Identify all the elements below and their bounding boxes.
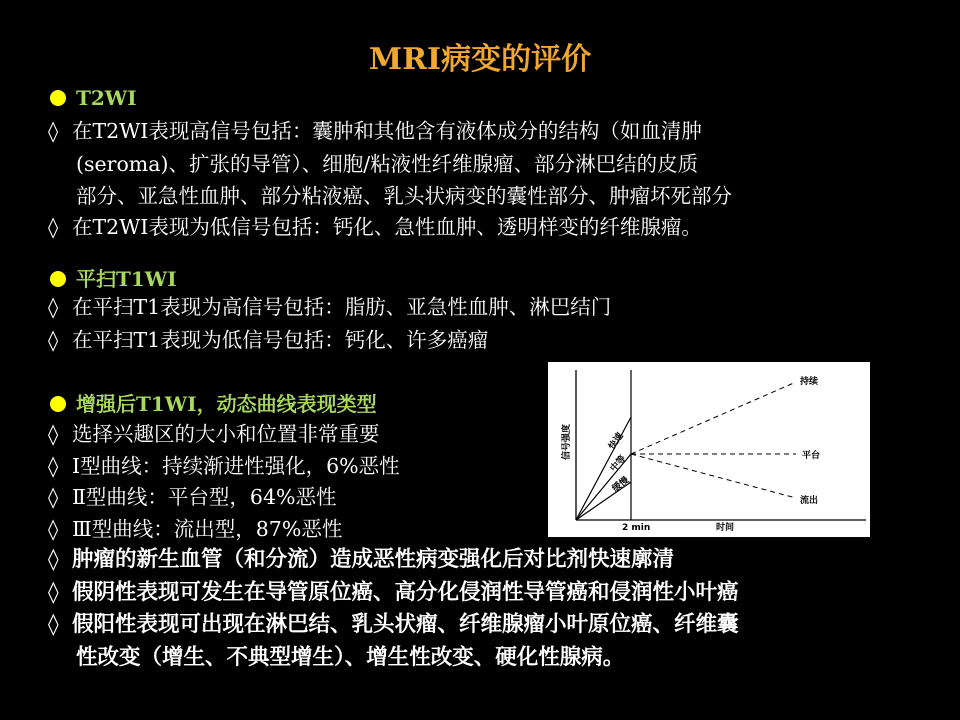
curve-svg xyxy=(548,362,870,537)
list-item: ◊ 在T2WI表现高信号包括：囊肿和其他含有液体成分的结构（如血清肿 xyxy=(48,116,702,146)
curve-washout xyxy=(631,454,796,498)
diamond-bullet-icon: ◊ xyxy=(48,612,59,637)
y-axis-label: 信号强度 xyxy=(562,423,572,460)
uptake-label-rapid: 快速 xyxy=(607,431,626,452)
x-axis-label: 时间 xyxy=(716,523,735,533)
diamond-bullet-icon: ◊ xyxy=(48,422,59,446)
list-item: ◊ 假阴性表现可发生在导管原位癌、高分化侵润性导管癌和侵润性小叶癌 xyxy=(48,578,739,608)
list-item-continuation: 部分、亚急性血肿、部分粘液癌、乳头状病变的囊性部分、肿瘤坏死部分 xyxy=(76,184,732,208)
section-heading-t1wi: 平扫T1WI xyxy=(48,263,177,292)
curve-label-plateau: 平台 xyxy=(802,451,821,461)
list-item-continuation: (seroma)、扩张的导管）、细胞/粘液性纤维腺瘤、部分淋巴结的皮质 xyxy=(76,152,699,176)
diamond-bullet-icon: ◊ xyxy=(48,485,59,509)
diamond-bullet-icon: ◊ xyxy=(48,517,59,541)
diamond-bullet-icon: ◊ xyxy=(48,454,59,478)
diamond-bullet-icon: ◊ xyxy=(48,119,59,143)
bullet-dot-icon xyxy=(50,396,66,412)
bullet-dot-icon xyxy=(50,271,66,287)
list-item: ◊ 选择兴趣区的大小和位置非常重要 xyxy=(48,419,380,449)
page-title: MRI病变的评价 xyxy=(368,42,592,77)
curve-persistent xyxy=(631,382,796,454)
list-item-continuation: 性改变（增生、不典型增生）、增生性改变、硬化性腺病。 xyxy=(76,645,625,670)
section-heading-t2wi: T2WI xyxy=(48,86,137,110)
diamond-bullet-icon: ◊ xyxy=(48,547,59,572)
bullet-dot-icon xyxy=(50,90,66,106)
enhancement-curve-chart xyxy=(548,362,870,537)
uptake-line-rapid xyxy=(576,417,631,520)
list-item: ◊ 肿瘤的新生血管（和分流）造成恶性病变强化后对比剂快速廓清 xyxy=(48,545,674,575)
list-item: ◊ 在平扫T1表现为高信号包括：脂肪、亚急性血肿、淋巴结门 xyxy=(48,292,611,322)
uptake-label-medium: 中等 xyxy=(608,453,629,475)
diamond-bullet-icon: ◊ xyxy=(48,295,59,319)
list-item: ◊ Ⅱ型曲线：平台型，64%恶性 xyxy=(48,482,337,512)
list-item: ◊ 在平扫T1表现为低信号包括：钙化、许多癌瘤 xyxy=(48,325,488,355)
list-item: ◊ Ⅲ型曲线：流出型，87%恶性 xyxy=(48,514,342,544)
diamond-bullet-icon: ◊ xyxy=(48,215,59,239)
list-item: ◊ 假阳性表现可出现在淋巴结、乳头状瘤、纤维腺瘤小叶原位癌、纤维囊 xyxy=(48,610,739,640)
curve-label-persistent: 持续 xyxy=(800,377,819,387)
list-item: ◊ 在T2WI表现为低信号包括：钙化、急性血肿、透明样变的纤维腺瘤。 xyxy=(48,212,702,242)
curve-label-washout: 流出 xyxy=(800,496,819,506)
diamond-bullet-icon: ◊ xyxy=(48,580,59,605)
x-tick-label: 2 min xyxy=(622,523,651,533)
list-item: ◊ Ⅰ型曲线：持续渐进性强化，6%恶性 xyxy=(48,451,400,481)
section-heading-enhanced-t1wi: 增强后T1WI，动态曲线表现类型 xyxy=(48,388,377,417)
diamond-bullet-icon: ◊ xyxy=(48,328,59,352)
uptake-label-slow: 缓慢 xyxy=(610,475,632,495)
